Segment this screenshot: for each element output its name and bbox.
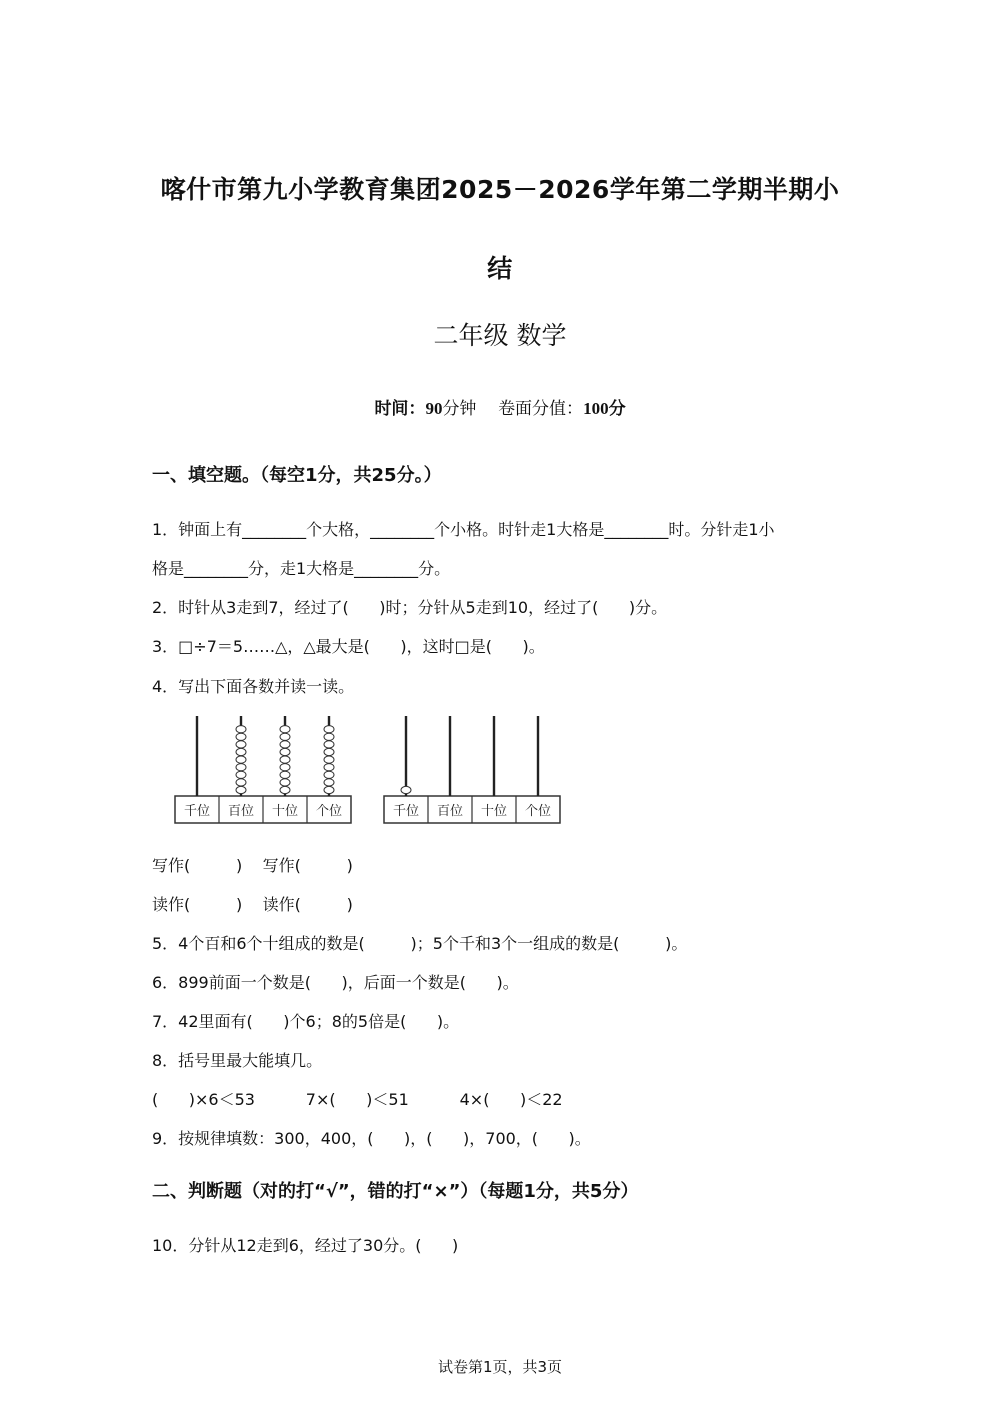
score-value: 100 [583,399,609,418]
question-1-line1: 1．钟面上有________个大格，________个小格。时针走1大格是________时。分针走1小 [152,520,775,539]
abacus2-label-2: 百位 [436,804,464,819]
abacus2-label-3: 十位 [480,804,508,819]
abacus2-label-4: 个位 [524,804,552,819]
abacus1-bead [280,779,290,786]
exam-title-line2: 结 [487,254,513,283]
abacus1-label-2: 百位 [227,804,255,819]
abacus1-bead [236,779,246,786]
section1-heading: 一、填空题。（每空1分，共25分。） [152,465,442,486]
abacus1-bead [236,771,246,778]
score-label: 卷面分值： [498,399,584,419]
abacus1-bead [280,771,290,778]
abacus1-label-1: 千位 [183,804,211,819]
page-footer: 试卷第1页，共3页 [437,1358,563,1376]
abacus1-bead [280,756,290,763]
time-label: 时间： [374,399,426,419]
question-5: 5．4个百和6个十组成的数是( )；5个千和3个一组成的数是( )。 [152,934,688,953]
exam-info [0,394,1000,419]
abacus1-bead [280,764,290,771]
question-4: 4．写出下面各数并读一读。 [152,677,355,696]
abacus1-bead [280,733,290,740]
abacus1-bead [324,733,334,740]
abacus2-label-1: 千位 [392,804,420,819]
abacus1-bead [324,764,334,771]
question-10: 10．分针从12走到6，经过了30分。( ) [152,1236,459,1255]
abacus1-bead [280,726,290,733]
abacus1-bead [280,741,290,748]
exam-title-line1: 喀什市第九小学教育集团2025－2026学年第二学期半期小 [160,175,840,204]
section2-heading: 二、判断题（对的打“√”，错的打“×”）（每题1分，共5分） [152,1181,639,1202]
abacus1-bead [236,733,246,740]
exam-subtitle: 二年级 数学 [433,321,567,350]
abacus1-label-3: 十位 [271,804,299,819]
abacus1-bead [236,726,246,733]
abacus1-bead [236,764,246,771]
abacus1-bead [324,756,334,763]
question-6: 6．899前面一个数是( )，后面一个数是( )。 [152,973,519,992]
time-value: 90 [425,399,443,418]
question-8: 8．括号里最大能填几。 [152,1051,323,1070]
question-2: 2．时针从3走到7，经过了( )时；分针从5走到10，经过了( )分。 [152,598,668,617]
score-unit: 分 [608,399,626,419]
abacus-figures [170,712,570,828]
abacus1-bead [324,726,334,733]
question-3: 3．□÷7＝5……△，△最大是( )，这时□是( )。 [152,637,545,656]
abacus1-bead [324,771,334,778]
time-unit: 分钟 [442,399,477,419]
abacus1-bead [324,748,334,755]
question-8-items: ( )×6＜53 7×( )＜51 4×( )＜22 [152,1090,563,1109]
abacus1-bead [236,748,246,755]
abacus1-bead [280,748,290,755]
abacus1-bead [324,786,334,793]
question-1-line2: 格是________分，走1大格是________分。 [152,559,451,578]
abacus1-bead [280,786,290,793]
abacus1-bead [236,756,246,763]
question-9: 9．按规律填数：300，400，( )，( )，700，( )。 [152,1129,591,1148]
abacus2-bead [401,786,411,793]
question-4-read: 读作( ) 读作( ) [152,895,353,914]
abacus1-bead [324,779,334,786]
question-4-write: 写作( ) 写作( ) [152,856,353,875]
abacus1-bead [236,786,246,793]
abacus1-label-4: 个位 [315,804,343,819]
question-7: 7．42里面有( )个6；8的5倍是( )。 [152,1012,460,1031]
abacus1-bead [236,741,246,748]
abacus1-bead [324,741,334,748]
